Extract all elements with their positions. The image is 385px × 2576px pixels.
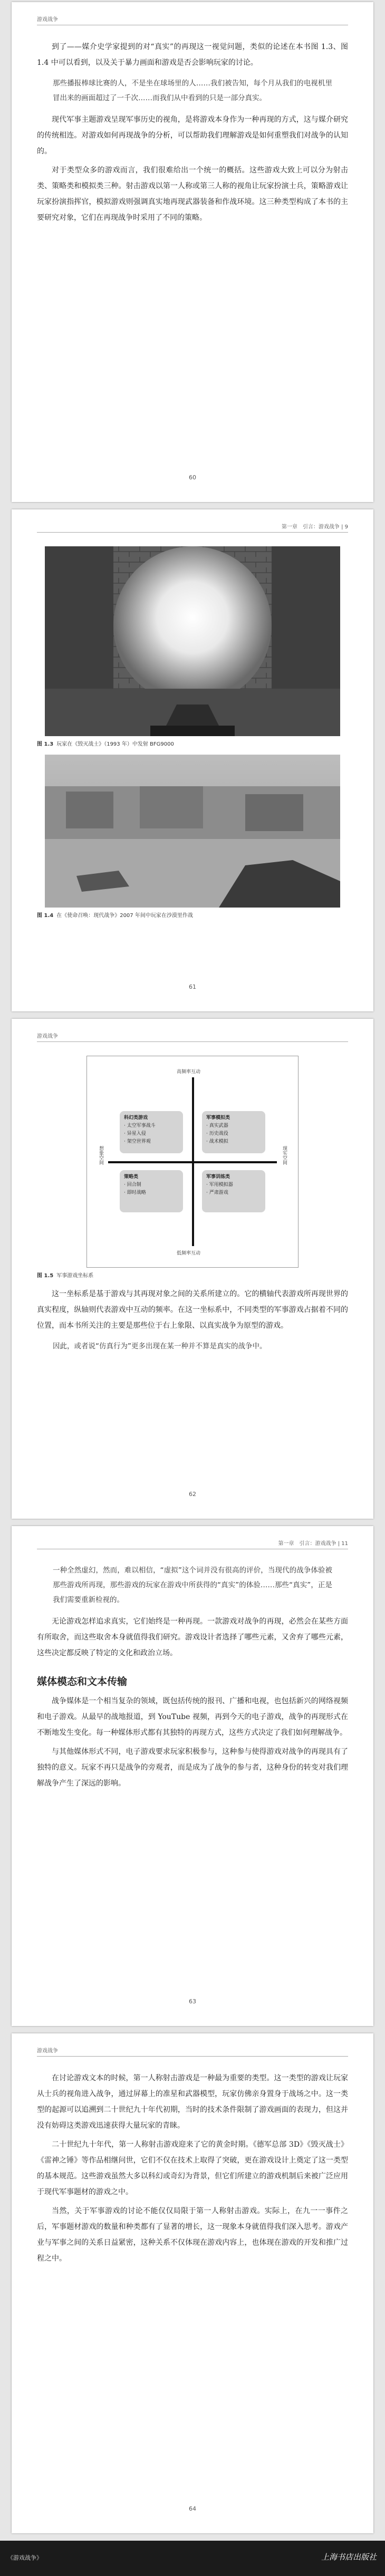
body-paragraph: 这一坐标系是基于游戏与其再现对象之间的关系所建立的。它的横轴代表游戏所再现世界的真实程度，纵轴则代表游戏中互动的频率。在这一坐标系中，不同类型的军事游戏占据着不同的位置，而本书所关注的主要是那些位于右上象限、以真实战争为原型的游戏。 <box>37 1290 348 1330</box>
body-paragraph: 现代军事主题游戏呈现军事历史的视角，是将游戏本身作为一种再现的方式，这与媒介研究的传统相连。对游戏如何再现战争的分析，可以帮助我们理解游戏是如何重塑我们对战争的认知的。 <box>37 115 348 156</box>
quadrant-bottom-left <box>120 1170 183 1212</box>
body-paragraph: 对于类型众多的游戏而言，我们很难给出一个统一的概括。这些游戏大致上可以分为射击类、策略类和模拟类三种。射击游戏以第一人称或第三人称的视角让玩家扮演士兵，策略游戏让玩家扮演指挥官，模拟游戏则强调真实地再现武器装备和作战环境。这三种类型构成了本书的主要研究对象，它们在再现战争时采用了不同的策略。 <box>37 166 348 222</box>
publisher-logo-text: 上海书店出版社 <box>321 2552 377 2562</box>
figure-label: 图 1.5 <box>37 1273 54 1279</box>
running-header: 第一章 引言：游戏战争 | 9 <box>37 522 348 533</box>
body-paragraph: 二十世纪九十年代，第一人称射击游戏迎来了它的黄金时期。《德军总部 3D》《毁灭战士》《雷神之锤》等作品相继问世，它们不仅在技术上取得了突破，更在游戏设计上奠定了这一类型的基本规范。这些游戏虽然大多以科幻或奇幻为背景，但它们所建立的游戏机制后来被广泛应用于现代军事题材的游戏之中。 <box>37 2140 348 2196</box>
body-paragraph: 无论游戏怎样追求真实，它们始终是一种再现。一款游戏对战争的再现，必然会在某些方面有所取舍，而这些取舍本身就值得我们研究。游戏设计者选择了哪些元素，又舍弃了哪些元素，这些决定都反映了特定的文化和政治立场。 <box>37 1617 348 1657</box>
page-number: 60 <box>189 474 196 481</box>
body-paragraph: 到了——媒介史学家提到的对“真实”的再现这一视觉问题，类似的论述在本书图 1.3、图 1.4 中可以看到，以及关于暴力画面和游戏是否会影响玩家的讨论。 <box>37 43 348 67</box>
book-page-63 <box>12 1526 373 2026</box>
figure-label: 图 1.4 <box>37 913 54 919</box>
page-number: 62 <box>189 1491 196 1498</box>
horizontal-axis <box>108 1161 277 1163</box>
quadrant-item: · 太空军事战斗 <box>124 1123 156 1128</box>
quadrant-item: · 回合制 <box>124 1182 141 1188</box>
quadrant-item: · 严肃游戏 <box>206 1190 228 1195</box>
quadrant-title: 军事模拟类 <box>206 1115 230 1121</box>
body-paragraph: 当然，关于军事游戏的讨论不能仅仅局限于第一人称射击游戏。实际上，在九一一事件之后，军事题材游戏的数量和种类都有了显著的增长，这一现象本身就值得我们深入思考。游戏产业与军事之间的关系日益紧密，这种关系不仅体现在游戏内容上，也体现在游戏的开发和推广过程之中。 <box>37 2207 348 2263</box>
book-page-62 <box>12 1019 373 1519</box>
quadrant-top-right <box>202 1111 265 1153</box>
axis-left-label: 想象空间 <box>98 1146 103 1165</box>
publisher-footer-bar <box>0 2541 385 2576</box>
quadrant-item: · 异星入侵 <box>124 1131 146 1136</box>
quadrant-item: · 历史战役 <box>206 1131 228 1136</box>
book-title-footer: 《游戏战争》 <box>7 2554 42 2561</box>
book-page-64 <box>12 2033 373 2533</box>
quadrant-item: · 战术模拟 <box>206 1139 228 1144</box>
section-heading: 媒体模态和文本传输 <box>37 1676 128 1687</box>
quadrant-title: 科幻类游戏 <box>124 1115 148 1121</box>
page-number: 63 <box>189 1998 196 2005</box>
quadrant-title: 策略类 <box>124 1174 139 1180</box>
axis-bottom-label: 低频率互动 <box>177 1251 201 1256</box>
figure-caption <box>37 911 348 919</box>
quadrant-item: · 军用模拟器 <box>206 1182 233 1188</box>
figure-label: 图 1.3 <box>37 741 54 747</box>
quadrant-item: · 架空世界观 <box>124 1139 151 1144</box>
quadrant-item: · 即时战略 <box>124 1190 146 1195</box>
book-page-61 <box>12 509 373 1011</box>
body-paragraph: 战争媒体是一个相当复杂的领域，既包括传统的报刊、广播和电视，也包括新兴的网络视频和电子游戏。从最早的战地报道，到 YouTube 视频，再到今天的电子游戏，战争的再现形式在不断地发生变化。每一种媒体形式都有其独特的再现方式，这些方式决定了我们如何理解战争。 <box>37 1697 348 1737</box>
running-header: 游戏战争 <box>37 15 348 25</box>
running-header: 游戏战争 <box>37 2046 348 2057</box>
quadrant-bottom-right <box>202 1170 265 1212</box>
running-header: 第一章 引言：游戏战争 | 11 <box>37 1539 348 1549</box>
axis-top-label: 高频率互动 <box>177 1069 201 1075</box>
doom-scene-image <box>45 546 340 736</box>
block-quote: 一种全然虚幻，然而，难以相信，“虚拟”这个词并没有很高的评价，当现代的战争体验被那些游戏所再现，那些游戏的玩家在游戏中所获得的“真实”的体验……那些“真实”，正是我们需要重新检视的。 <box>53 1566 332 1604</box>
game-coordinate-diagram <box>86 1056 299 1268</box>
figure-caption <box>37 739 348 747</box>
book-page-60 <box>12 2 373 502</box>
body-paragraph: 与其他媒体形式不同，电子游戏要求玩家积极参与，这种参与使得游戏对战争的再现具有了独特的意义。玩家不再只是战争的旁观者，而是成为了战争的参与者，这种身份的转变对我们理解战争产生了深远的影响。 <box>37 1748 348 1788</box>
figure-doom-screenshot <box>45 546 340 736</box>
body-paragraph: 在讨论游戏文本的时候，第一人称射击游戏是一种最为重要的类型。这一类型的游戏让玩家从士兵的视角进入战争，通过屏幕上的准星和武器模型，玩家仿佛亲身置身于战场之中。这一类型的起源可以追溯到二十世纪九十年代初期，当时的技术条件限制了游戏画面的表现力，但这并没有妨碍这类游戏迅速获得大量玩家的青睐。 <box>37 2074 348 2130</box>
desert-scene-image <box>45 755 340 908</box>
quadrant-title: 军事训练类 <box>206 1174 230 1180</box>
figure-caption-text: 玩家在《毁灭战士》（1993 年）中发射 BFG9000 <box>56 741 174 747</box>
axis-right-label: 现实空间 <box>282 1146 287 1165</box>
quadrant-item: · 真实武器 <box>206 1123 228 1128</box>
page-number: 64 <box>189 2505 196 2512</box>
figure-caption-text: 在《使命召唤：现代战争》2007 年间中玩家在沙漠里作战 <box>56 913 193 919</box>
quadrant-top-left <box>120 1111 183 1153</box>
block-quote: 那些播报棒球比赛的人，不是坐在球场里的人……我们被告知，每个月从我们的电视机里冒出来的画面超过了一千次……而我们从中看到的只是一部分真实。 <box>53 79 332 102</box>
running-header: 游戏战争 <box>37 1031 348 1042</box>
page-number: 61 <box>189 983 196 990</box>
figure-caption <box>37 1271 348 1279</box>
block-quote: 因此，或者说“仿真行为”更多出现在某一种并不算是真实的战争中。 <box>53 1342 267 1350</box>
figure-cod-screenshot <box>45 755 340 908</box>
figure-caption-text: 军事游戏坐标系 <box>56 1273 94 1279</box>
